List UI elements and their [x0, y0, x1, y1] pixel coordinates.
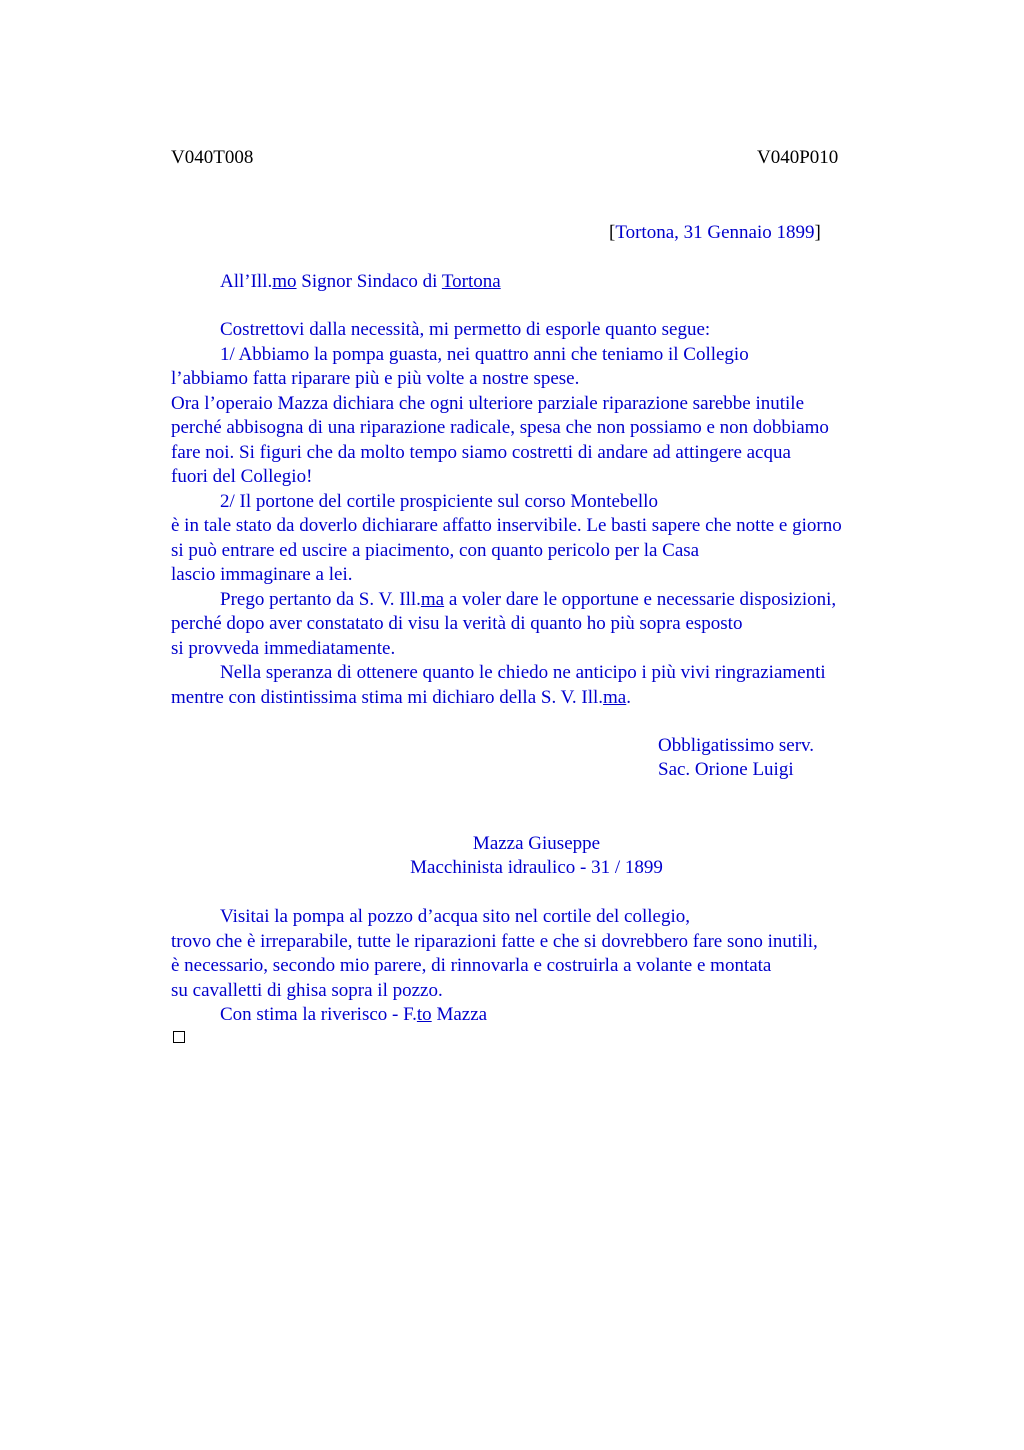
salutation-abbrev: mo — [272, 271, 297, 292]
body-abbrev: ma — [603, 686, 627, 708]
header-left-code: V040T008 — [171, 147, 254, 168]
date-text: Tortona, 31 Gennaio 1899 — [615, 222, 815, 243]
body-line: 2/ Il portone del cortile prospiciente sul corso Montebello — [220, 490, 658, 512]
attachment-text: Con stima la riverisco - F. — [220, 1004, 417, 1025]
body-line: Costrettovi dalla necessità, mi permetto di esporle quanto segue: — [220, 319, 711, 340]
salutation-city: Tortona — [441, 271, 501, 292]
body-line: è in tale stato da doverlo dichiarare affatto inservibile. Le basti sapere che notte e giorno — [171, 515, 842, 536]
closing-greeting: Obbligatissimo serv. — [658, 735, 815, 756]
attachment-line: è necessario, secondo mio parere, di rinnovarla e costruirla a volante e montata — [171, 955, 772, 976]
salutation-part1: All’Ill. — [220, 271, 273, 292]
body-abbrev: ma — [420, 588, 445, 610]
attachment-subtitle: Macchinista idraulico - 31 / 1899 — [410, 857, 663, 878]
body-line: si può entrare ed uscire a piacimento, con quanto pericolo per la Casa — [171, 539, 700, 561]
body-line: 1/ Abbiamo la pompa guasta, nei quattro anni che teniamo il Collegio — [220, 343, 749, 365]
attachment-line: su cavalletti di ghisa sopra il pozzo. — [171, 979, 443, 1001]
date-open-bracket: [ — [609, 222, 616, 243]
body-text: Prego pertanto da S. V. Ill. — [220, 588, 421, 610]
attachment-line: Visitai la pompa al pozzo d’acqua sito nel cortile del collegio, — [220, 906, 691, 927]
body-text: . — [626, 686, 631, 708]
body-line: Ora l’operaio Mazza dichiara che ogni ulteriore parziale riparazione sarebbe inutile — [171, 392, 805, 414]
body-line: Nella speranza di ottenere quanto le chiedo ne anticipo i più vivi ringraziamenti — [220, 662, 826, 683]
attachment-line: trovo che è irreparabile, tutte le riparazioni fatte e che si dovrebbero fare sono inutili, — [171, 930, 818, 952]
letter-date — [609, 221, 821, 246]
attachment-body — [171, 905, 818, 1028]
attachment-text: Mazza — [431, 1004, 488, 1025]
body-line: l’abbiamo fatta riparare più e più volte a nostre spese. — [171, 368, 580, 389]
attachment-line — [171, 1003, 818, 1028]
body-text: mentre con distintissima stima mi dichiaro della S. V. Ill. — [171, 686, 604, 708]
body-text: a voler dare le opportune e necessarie disposizioni, — [444, 588, 837, 610]
attachment-abbrev: to — [416, 1004, 432, 1025]
body-line: perché dopo aver constatato di visu la verità di quanto ho più sopra esposto — [171, 613, 743, 634]
salutation-part2: Signor Sindaco di — [296, 271, 442, 292]
closing-signature: Sac. Orione Luigi — [658, 759, 794, 780]
header-right-code: V040P010 — [757, 147, 839, 168]
attachment-name: Mazza Giuseppe — [472, 833, 601, 854]
salutation — [220, 270, 501, 295]
body-line: lascio immaginare a lei. — [171, 564, 353, 585]
end-marker-box — [173, 1031, 185, 1043]
date-close-bracket: ] — [814, 222, 821, 243]
body-line: fare noi. Si figuri che da molto tempo siamo costretti di andare ad attingere acqua — [171, 441, 791, 463]
body-line: si provveda immediatamente. — [171, 637, 396, 659]
body-line: fuori del Collegio! — [171, 466, 313, 487]
body-line — [171, 686, 842, 711]
body-line: perché abbisogna di una riparazione radicale, spesa che non possiamo e non dobbiamo — [171, 417, 829, 438]
body-line — [171, 588, 842, 613]
letter-body — [171, 318, 842, 710]
